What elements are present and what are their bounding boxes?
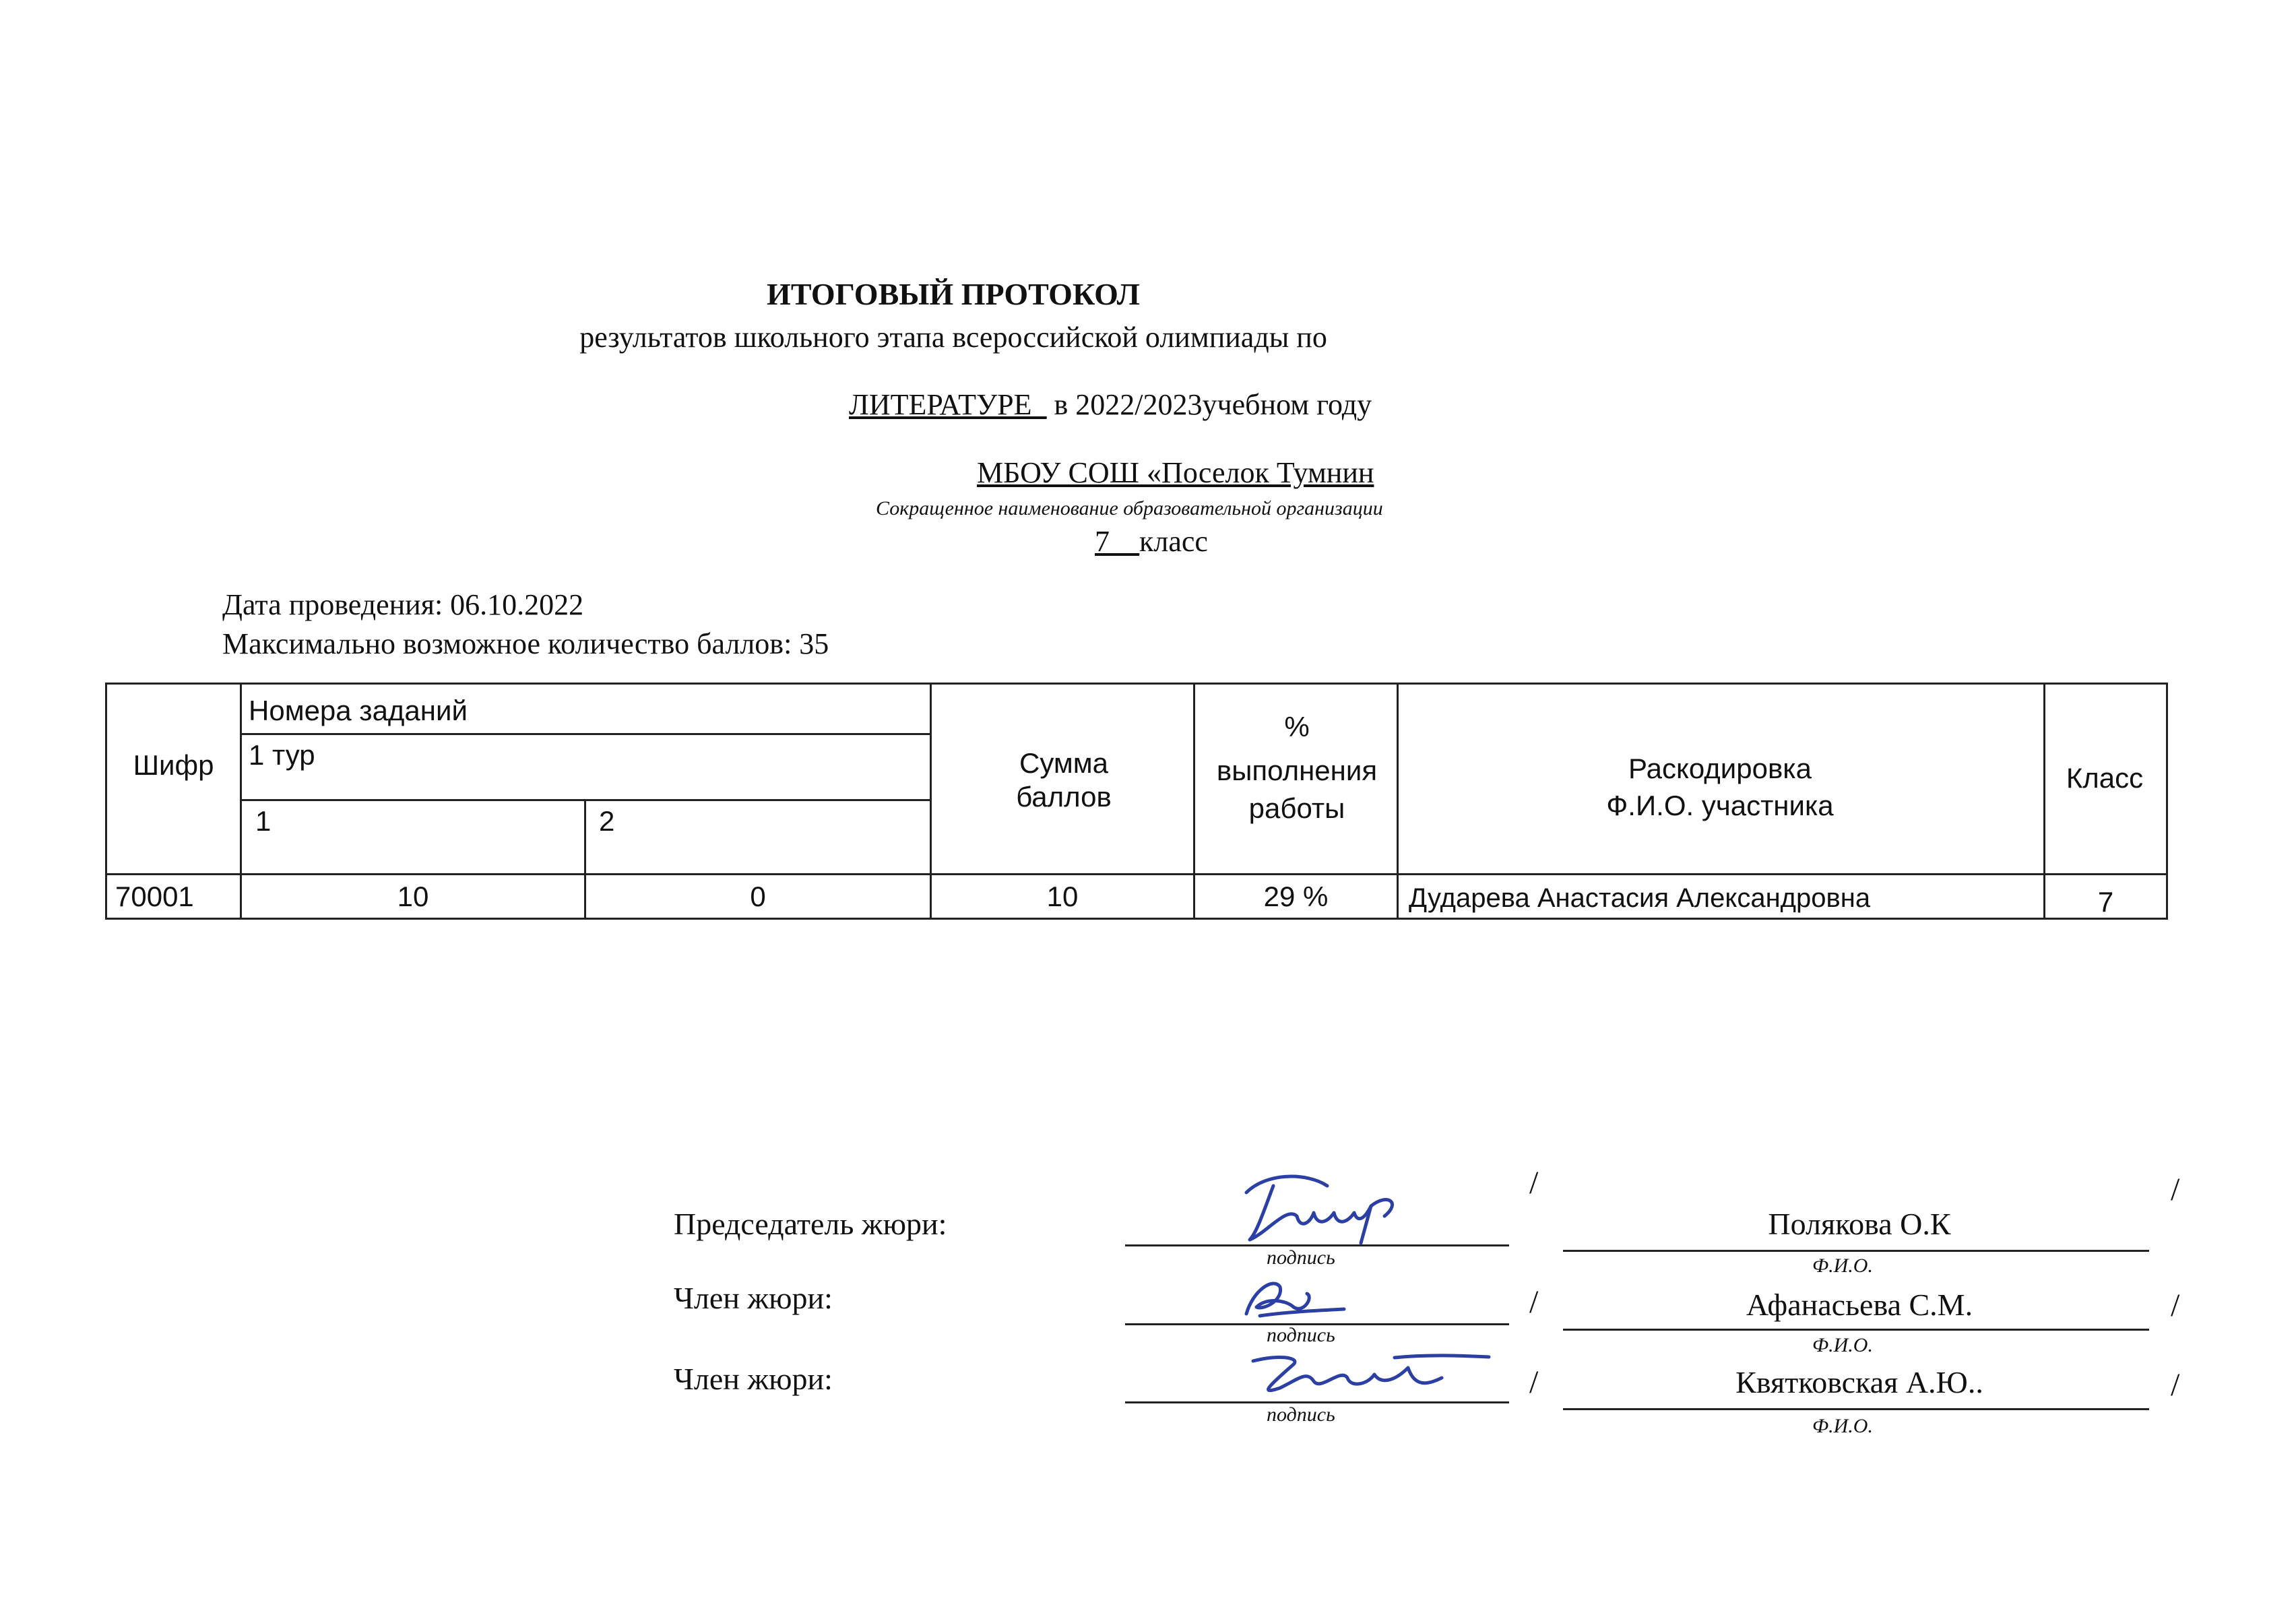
header-class: Класс xyxy=(2066,762,2144,794)
page-subtitle: результатов школьного этапа всероссийской олимпиады по xyxy=(579,321,1327,354)
grid-line xyxy=(240,733,930,735)
signature-member-2 xyxy=(1240,1348,1496,1401)
header-task-1: 1 xyxy=(255,805,272,837)
separator-slash: / xyxy=(2171,1172,2180,1207)
name-caption: Ф.И.О. xyxy=(1812,1334,1873,1356)
school-name: МБОУ СОШ «Поселок Тумнин xyxy=(977,456,1374,489)
signature-member-1 xyxy=(1226,1270,1361,1324)
grade-value: 7__ xyxy=(1095,525,1139,558)
page-title: ИТОГОВЫЙ ПРОТОКОЛ xyxy=(767,277,1140,311)
signature-caption: подпись xyxy=(1267,1246,1335,1269)
header-percent: выполнения работы xyxy=(1216,755,1378,824)
jury-chair-role: Председатель жюри: xyxy=(674,1207,947,1241)
header-code: Шифр xyxy=(133,749,214,781)
grid-line xyxy=(2043,685,2045,918)
row-percent: 29 % xyxy=(1263,881,1329,912)
separator-slash: / xyxy=(1529,1284,1539,1320)
signature-caption: подпись xyxy=(1267,1324,1335,1346)
name-line xyxy=(1563,1329,2149,1331)
subject-line xyxy=(849,387,1372,422)
separator-slash: / xyxy=(1529,1165,1539,1201)
max-points: Максимально возможное количество баллов: 35 xyxy=(222,627,829,660)
grade-label: класс xyxy=(1139,525,1208,558)
signature-chair xyxy=(1226,1166,1428,1246)
separator-slash: / xyxy=(1529,1364,1539,1400)
jury-member-2-name: Квятковская А.Ю.. xyxy=(1735,1365,1983,1399)
subject-name: ЛИТЕРАТУРЕ_ xyxy=(849,388,1047,421)
row-task-2: 0 xyxy=(750,881,766,912)
grid-line xyxy=(107,873,2166,875)
row-sum: 10 xyxy=(1046,881,1079,912)
grade-line xyxy=(1095,524,1208,559)
name-line xyxy=(1563,1250,2149,1252)
row-code: 70001 xyxy=(115,881,194,912)
header-round: 1 тур xyxy=(249,739,315,771)
name-caption: Ф.И.О. xyxy=(1812,1255,1873,1277)
school-caption: Сокращенное наименование образовательной организации xyxy=(876,497,1383,519)
header-decode-line2: Ф.И.О. участника xyxy=(1606,790,1834,821)
separator-slash: / xyxy=(2171,1367,2180,1403)
row-task-1: 10 xyxy=(397,881,429,912)
header-percent-symbol: % xyxy=(1284,711,1310,742)
jury-chair-name: Полякова О.К xyxy=(1768,1207,1951,1241)
jury-member-1-role: Член жюри: xyxy=(674,1281,833,1315)
event-date: Дата проведения: 06.10.2022 xyxy=(222,588,584,621)
results-table xyxy=(105,683,2168,920)
header-decode-line1: Раскодировка xyxy=(1628,753,1812,784)
jury-member-2-role: Член жюри: xyxy=(674,1362,833,1396)
signature-caption: подпись xyxy=(1267,1403,1335,1426)
name-line xyxy=(1563,1408,2149,1410)
row-class: 7 xyxy=(2097,886,2114,918)
academic-year: в 2022/2023учебном году xyxy=(1046,388,1372,421)
jury-member-1-name: Афанасьева С.М. xyxy=(1746,1288,1973,1322)
header-task-2: 2 xyxy=(599,805,615,837)
grid-line xyxy=(240,799,930,801)
row-participant-name: Дударева Анастасия Александровна xyxy=(1409,883,1871,913)
separator-slash: / xyxy=(2171,1288,2180,1323)
name-caption: Ф.И.О. xyxy=(1812,1415,1873,1437)
header-sum: Сумма баллов xyxy=(1016,747,1112,813)
header-tasks: Номера заданий xyxy=(249,695,468,726)
